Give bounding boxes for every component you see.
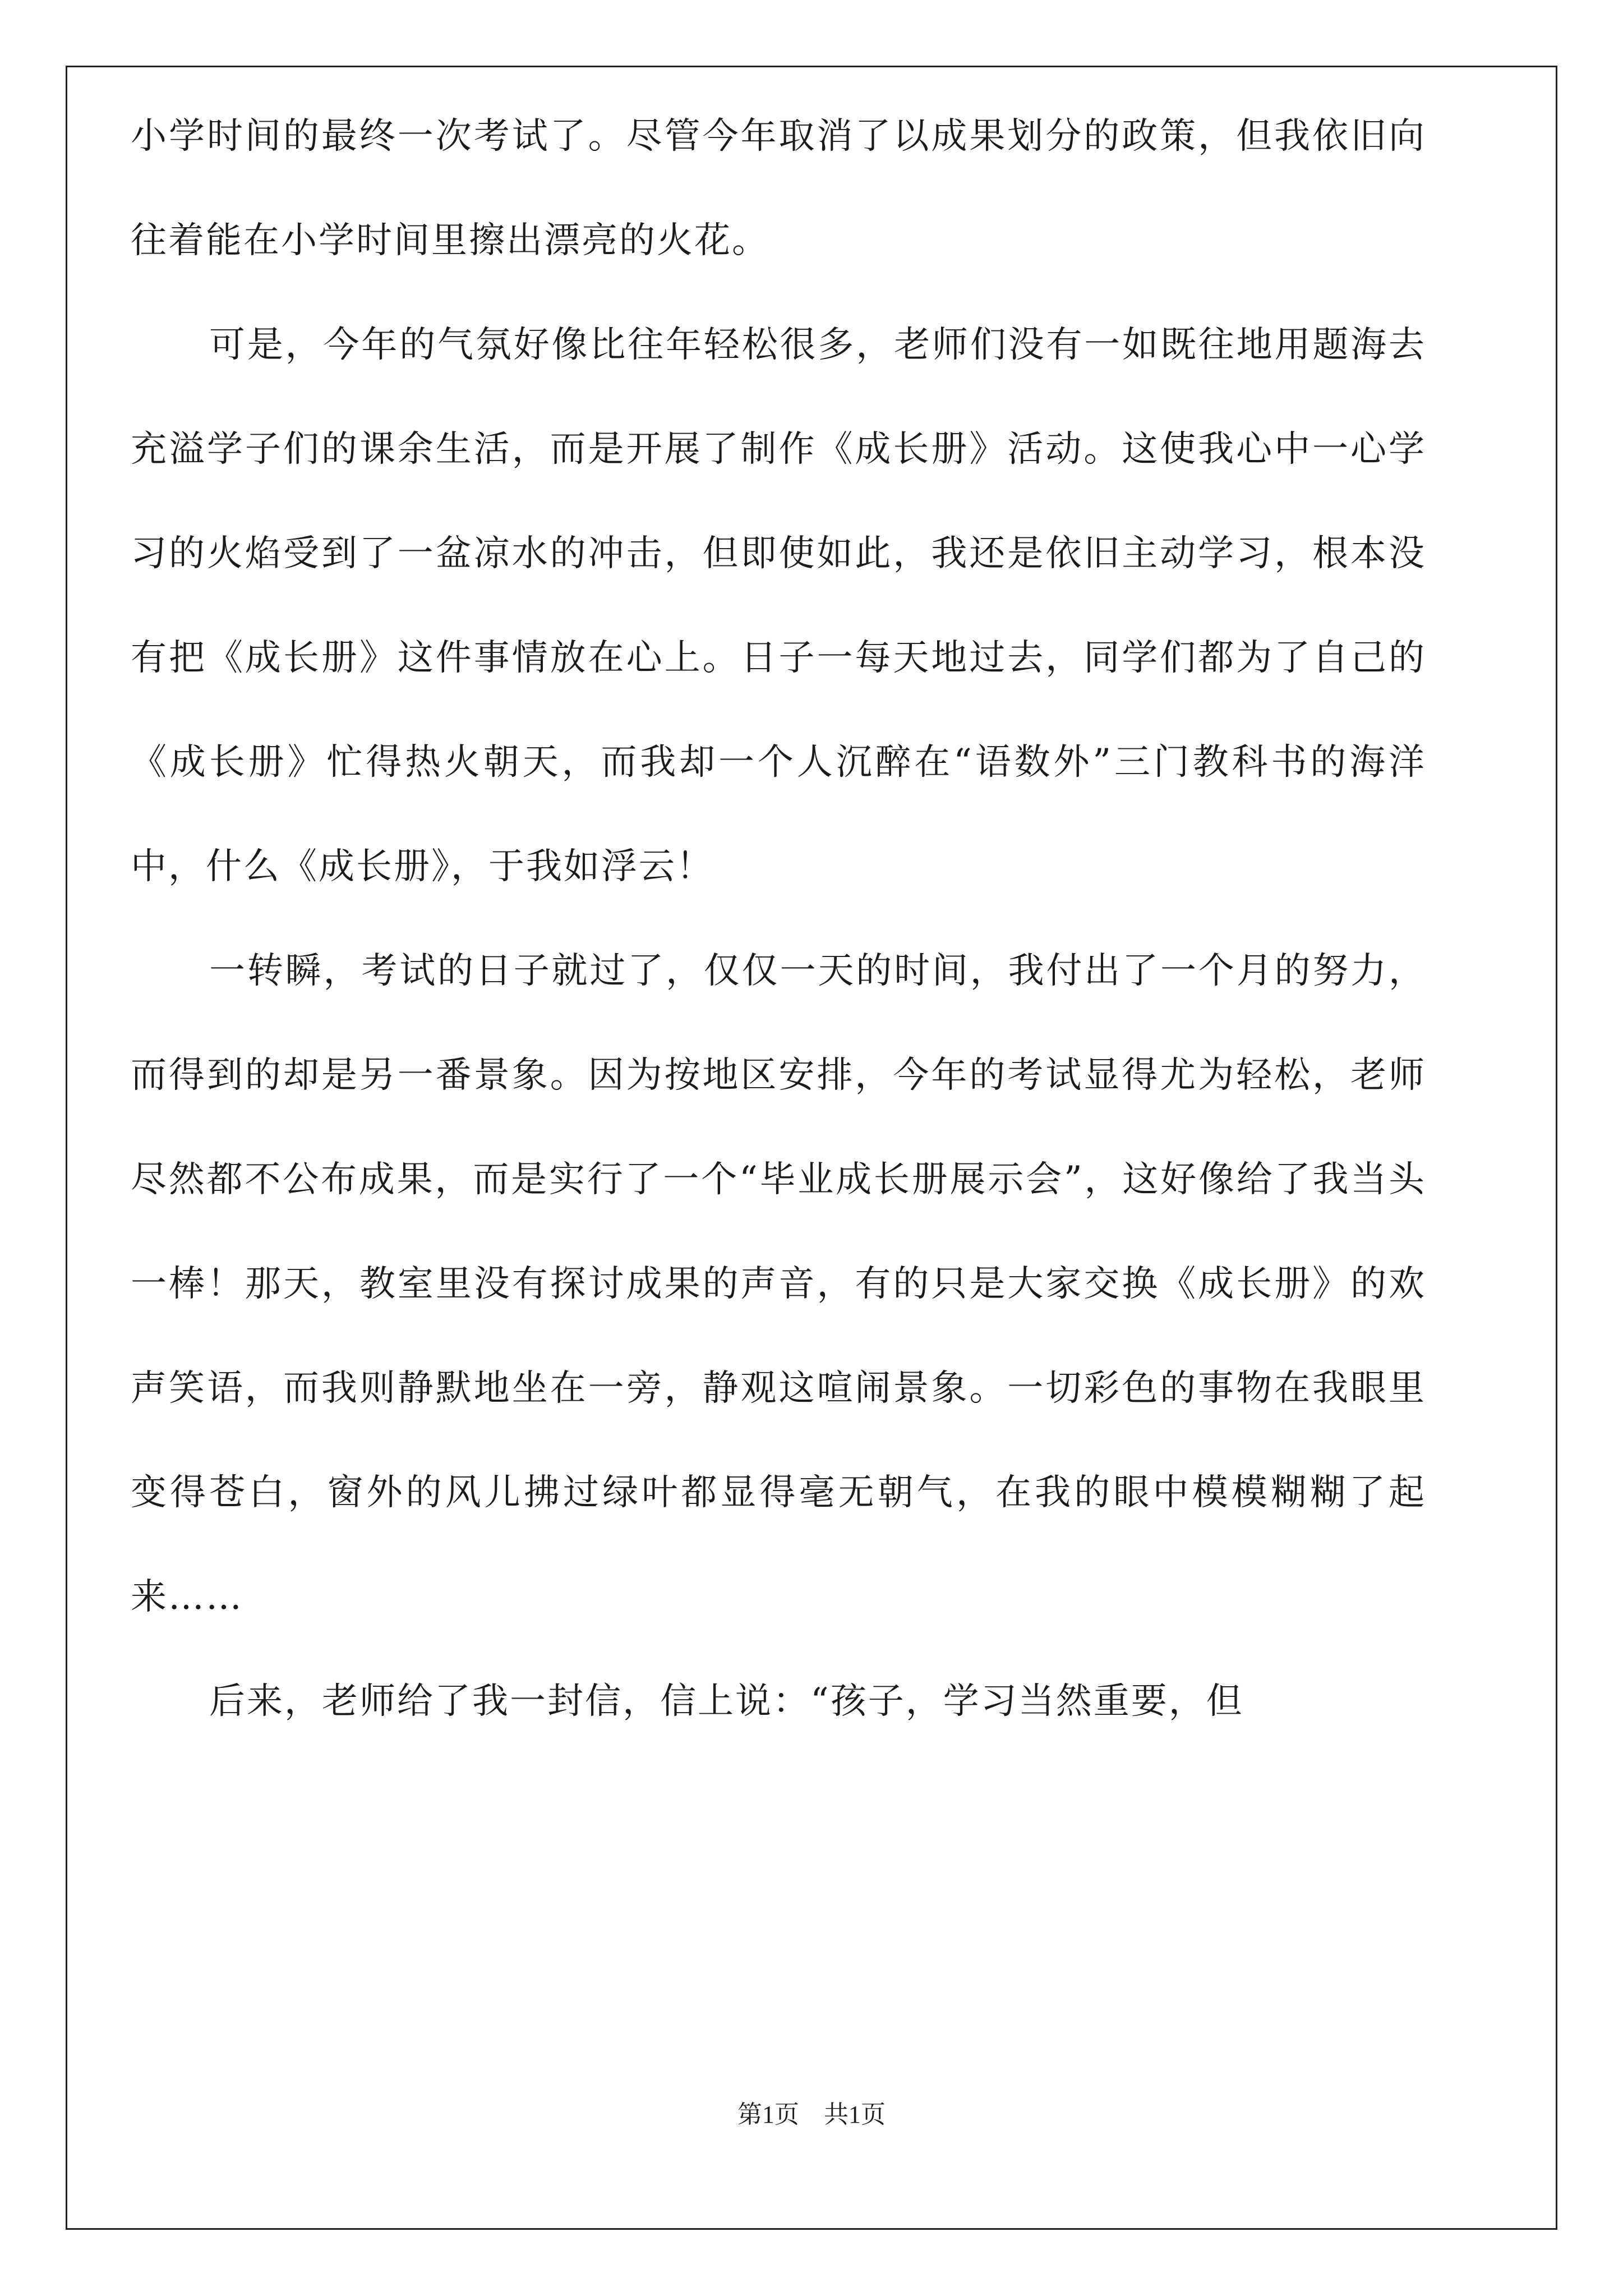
document-body bbox=[131, 84, 1426, 1754]
paragraph-2: 可是，今年的气氛好像比往年轻松很多，老师们没有一如既往地用题海去充溢学子们的课余生活，而是开展了制作《成长册》活动。这使我心中一心学习的火焰受到了一盆凉水的冲击，但即使如此，我还是依旧主动学习，根本没有把《成长册》这件事情放在心上。日子一每天地过去，同学们都为了自己的《成长册》忙得热火朝天，而我却一个人沉醉在“语数外”三门教科书的海洋中，什么《成长册》，于我如浮云！ bbox=[131, 324, 1426, 887]
paragraph-1: 小学时间的最终一次考试了。尽管今年取消了以成果划分的政策，但我依旧向往着能在小学时间里擦出漂亮的火花。 bbox=[131, 116, 1426, 261]
page-total: 共1页 bbox=[824, 2101, 886, 2128]
page-number: 第1页 bbox=[737, 2101, 799, 2128]
paragraph-4: 后来，老师给了我一封信，信上说：“孩子，学习当然重要，但 bbox=[209, 1681, 1244, 1722]
page-footer bbox=[0, 2098, 1623, 2132]
paragraph-3: 一转瞬，考试的日子就过了，仅仅一天的时间，我付出了一个月的努力，而得到的却是另一番景象。因为按地区安排，今年的考试显得尤为轻松，老师尽然都不公布成果，而是实行了一个“毕业成长册展示会”，这好像给了我当头一棒！那天，教室里没有探讨成果的声音，有的只是大家交换《成长册》的欢声笑语，而我则静默地坐在一旁，静观这喧闹景象。一切彩色的事物在我眼里变得苍白，窗外的风儿拂过绿叶都显得毫无朝气，在我的眼中模模糊糊了起来…… bbox=[131, 950, 1426, 1618]
